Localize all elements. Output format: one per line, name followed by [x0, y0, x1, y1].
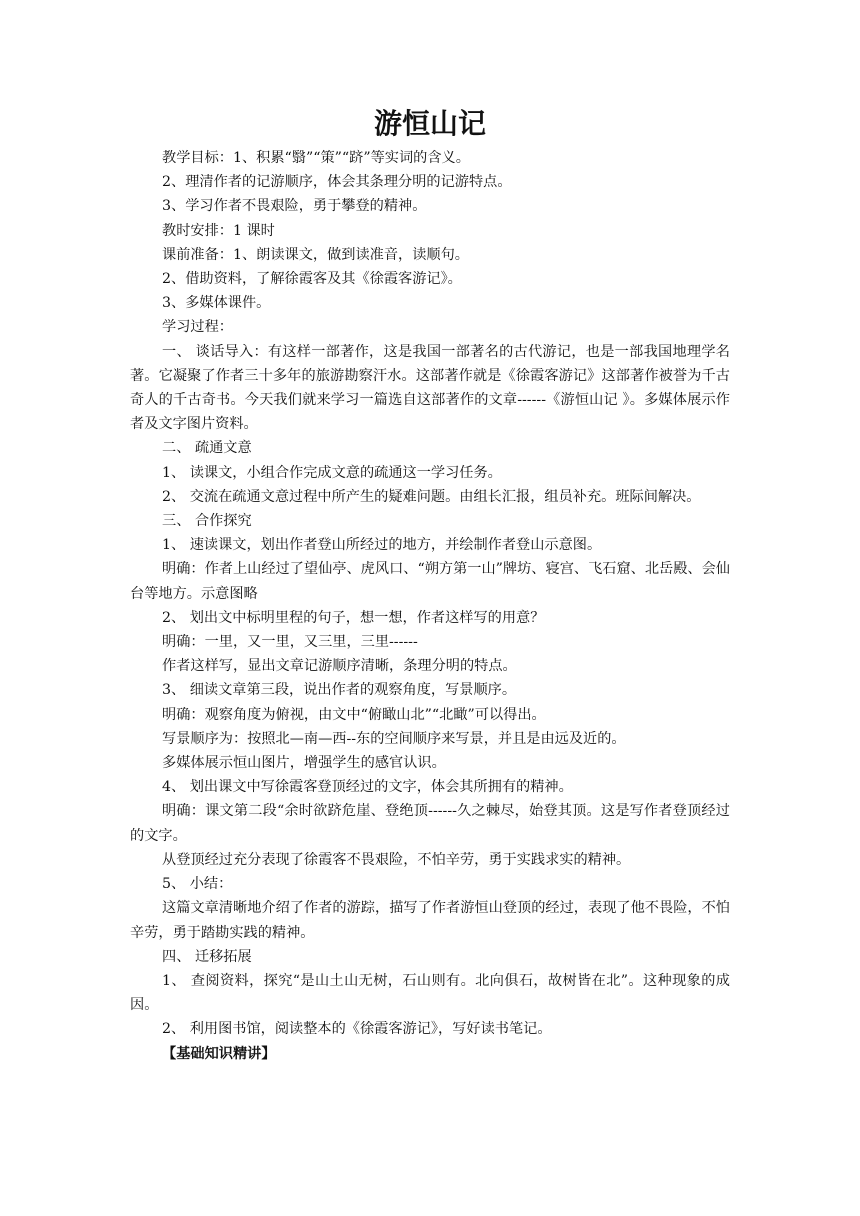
paragraph: 明确：观察角度为俯视，由文中“俯瞰山北”“北瞰”可以得出。 [162, 706, 546, 723]
paragraph: 3、多媒体课件。 [162, 295, 271, 312]
paragraph: 2、 划出文中标明里程的句子，想一想，作者这样写的用意？ [162, 609, 545, 626]
paragraph: 4、 划出课文中写徐霞客登顶经过的文字，体会其所拥有的精神。 [162, 779, 573, 796]
paragraph: 3、学习作者不畏艰险，勇于攀登的精神。 [162, 198, 427, 215]
paragraph: 写景顺序为：按照北—南—西--东的空间顺序来写景，并且是由远及近的。 [162, 730, 626, 747]
paragraph: 教学目标：1、积累“翳”“策”“跻”等实词的含义。 [162, 150, 470, 166]
paragraph: 这篇文章清晰地介绍了作者的游踪，描写了作者游恒山登顶的经过，表现了他不畏险，不怕辛劳，勇于踏勘实践的精神。 [130, 900, 730, 941]
document-body [130, 146, 730, 1066]
paragraph: 明确：课文第二段“余时欲跻危崖、登绝顶------久之棘尽，始登其顶。这是写作者登顶经过的文字。 [130, 803, 730, 844]
paragraph: 5、 小结： [162, 876, 233, 893]
paragraph: 明确：作者上山经过了望仙亭、虎风口、“朔方第一山”牌坊、寝宫、飞石窟、北岳殿、会仙台等地方。示意图略 [130, 561, 730, 602]
paragraph: 教时安排：1 课时 [162, 222, 275, 239]
document-title: 游恒山记 [373, 107, 486, 140]
paragraph: 二、 疏通文意 [162, 440, 252, 457]
paragraph: 多媒体展示恒山图片，增强学生的感官认识。 [162, 755, 446, 772]
paragraph: 学习过程： [162, 319, 233, 336]
paragraph: 从登顶经过充分表现了徐霞客不畏艰险，不怕辛劳，勇于实践求实的精神。 [162, 851, 631, 868]
paragraph: 2、理清作者的记游顺序，体会其条理分明的记游特点。 [162, 174, 512, 191]
paragraph: 一、 谈话导入：有这样一部著作，这是我国一部著名的古代游记，也是一部我国地理学名著。它凝聚了作者三十多年的旅游勘察汗水。这部著作就是《徐霞客游记》这部著作被誉为千古奇人的千古奇书。今天我们就来学习一篇选自这部著作的文章------《游恒山记 》。多媒体展示作者及文字图片资料。 [130, 343, 730, 433]
paragraph: 课前准备：1、朗读课文，做到读准音，读顺句。 [162, 246, 469, 263]
paragraph: 1、 读课文，小组合作完成文意的疏通这一学习任务。 [162, 464, 502, 481]
section-heading: 【基础知识精讲】 [162, 1045, 276, 1062]
paragraph: 2、借助资料，了解徐霞客及其《徐霞客游记》。 [162, 271, 462, 288]
paragraph: 作者这样写，显出文章记游顺序清晰，条理分明的特点。 [162, 658, 517, 675]
paragraph: 明确：一里，又一里，又三里，三里------ [162, 634, 418, 651]
paragraph: 1、 速读课文，划出作者登山所经过的地方，并绘制作者登山示意图。 [162, 537, 602, 554]
paragraph: 1、 查阅资料，探究“是山土山无树，石山则有。北向俱石，故树皆在北”。这种现象的成因。 [130, 972, 730, 1014]
paragraph: 3、 细读文章第三段，说出作者的观察角度，写景顺序。 [162, 682, 517, 699]
paragraph: 四、 迁移拓展 [162, 948, 252, 965]
paragraph: 2、 交流在疏通文意过程中所产生的疑难问题。由组长汇报，组员补充。班际间解决。 [162, 488, 701, 505]
paragraph: 三、 合作探究 [162, 513, 252, 530]
paragraph: 2、 利用图书馆，阅读整本的《徐霞客游记》，写好读书笔记。 [162, 1021, 552, 1038]
